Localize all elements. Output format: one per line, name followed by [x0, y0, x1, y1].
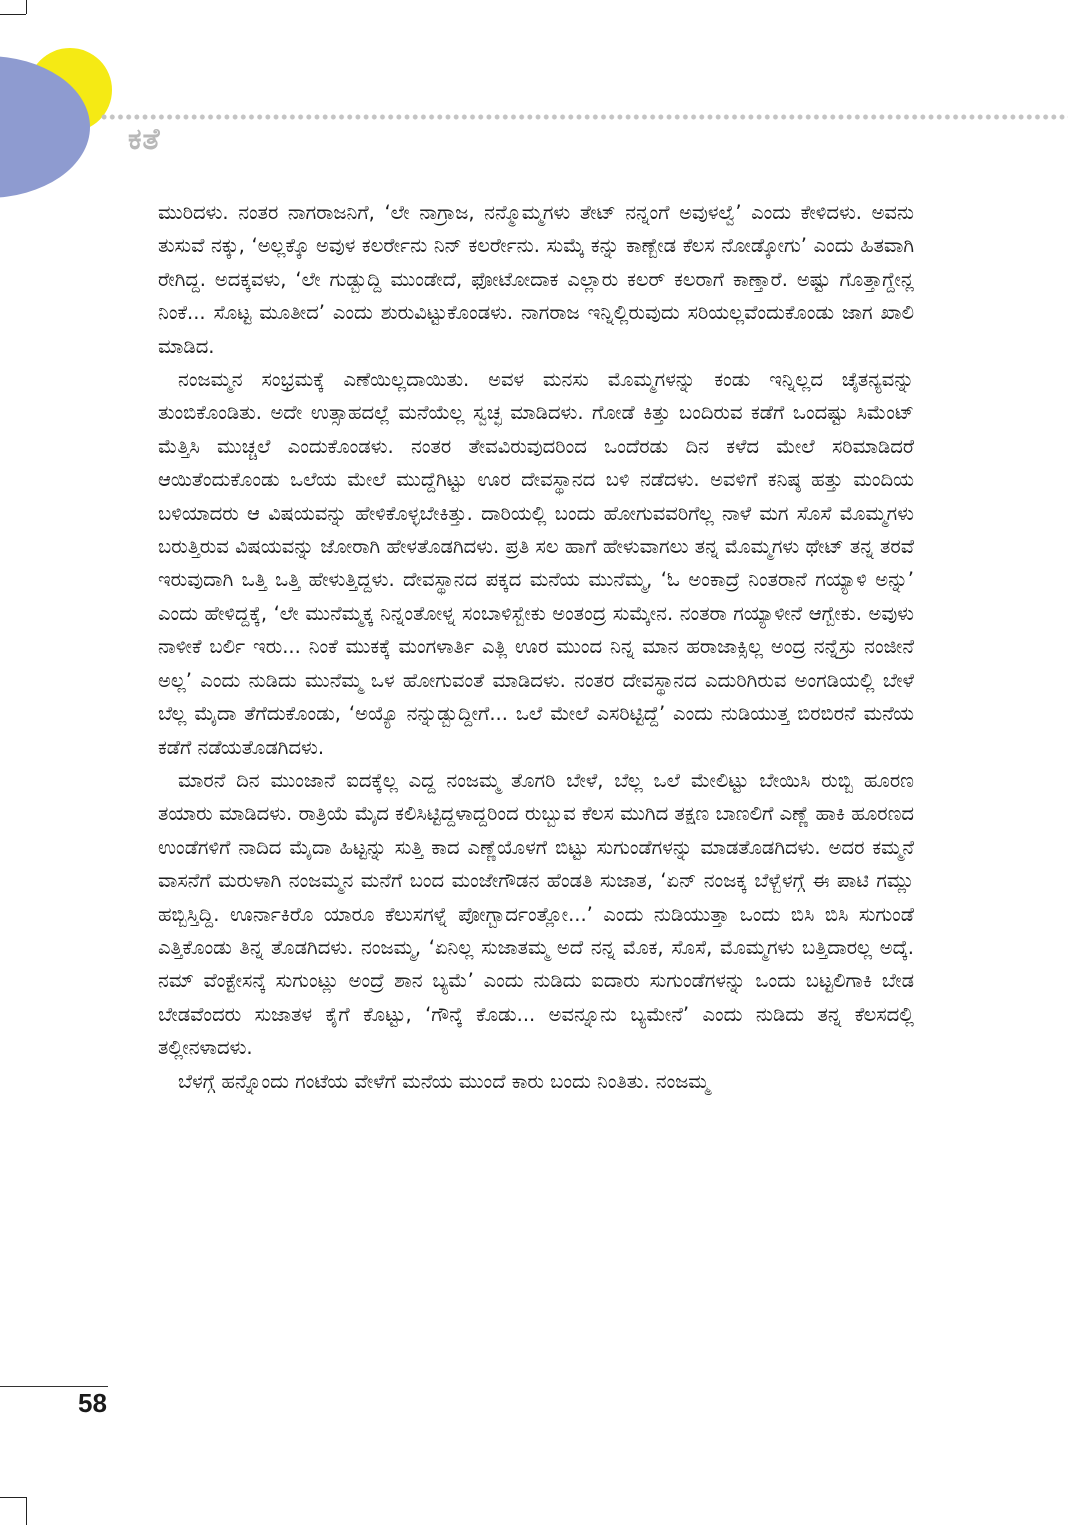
paragraph-1: ಮುರಿದಳು. ನಂತರ ನಾಗರಾಜನಿಗೆ, ‘ಲೇ ನಾಗ್ರಾಜ, ನನ್ಮೊಮ್ಮಗಳು ತೇಟ್ ನನ್ನಂಗೆ ಅವುಳಲ್ವೆ’ ಎಂದು ಕೇಳಿದಳು. ಅವನು ತುಸುವೆ ನಕ್ಕು, ‘ಅಲ್ಲಕ್ಕೊ ಅವುಳ ಕಲರ್ರೇನು ನಿನ್ ಕಲರ್ರೇನು. ಸುಮ್ಕೆ ಕನ್ನು ಕಾಣ್ಬೇಡ ಕೆಲಸ ನೋಡ್ಕೋಗು’ ಎಂದು ಹಿತವಾಗಿ ರೇಗಿದ್ದ. ಅದಕ್ಕವಳು, ‘ಲೇ ಗುಡ್ಬುದ್ದಿ ಮುಂಡೇದೆ, ಫೋಟೋದಾಕ ಎಲ್ಲಾರು ಕಲರ್ ಕಲರಾಗೆ ಕಾಣ್ತಾರೆ. ಅಷ್ಟು ಗೊತ್ತಾಗ್ದೇನ್ಲ ನಿಂಕೆ... ಸೊಟ್ಟ ಮೂತೀದ’ ಎಂದು ಶುರುವಿಟ್ಟುಕೊಂಡಳು. ನಾಗರಾಜ ಇನ್ನಿಲ್ಲಿರುವುದು ಸರಿಯಲ್ಲವೆಂದುಕೊಂಡು ಜಾಗ ಖಾಲಿ ಮಾಡಿದ.: [158, 201, 914, 358]
crop-mark-bottom-left-horizontal: [0, 1497, 26, 1498]
crop-mark-bottom-left-vertical: [26, 1497, 27, 1525]
article-body: [158, 196, 914, 1098]
dotted-header-rule: [100, 114, 1068, 120]
paragraph-4: ಬೆಳಗ್ಗೆ ಹನ್ನೊಂದು ಗಂಟೆಯ ವೇಳೆಗೆ ಮನೆಯ ಮುಂದೆ ಕಾರು ಬಂದು ನಿಂತಿತು. ನಂಜಮ್ಮ: [178, 1069, 710, 1093]
paragraph-2: ನಂಜಮ್ಮನ ಸಂಭ್ರಮಕ್ಕೆ ಎಣೆಯಿಲ್ಲದಾಯಿತು. ಅವಳ ಮನಸು ಮೊಮ್ಮಗಳನ್ನು ಕಂಡು ಇನ್ನಿಲ್ಲದ ಚೈತನ್ಯವನ್ನು ತುಂಬಿಕೊಂಡಿತು. ಅದೇ ಉತ್ಸಾಹದಲ್ಲೆ ಮನೆಯೆಲ್ಲ ಸ್ವಚ್ಛ ಮಾಡಿದಳು. ಗೋಡೆ ಕಿತ್ತು ಬಂದಿರುವ ಕಡೆಗೆ ಒಂದಷ್ಟು ಸಿಮೆಂಟ್ ಮೆತ್ತಿಸಿ ಮುಚ್ಚಲೆ ಎಂದುಕೊಂಡಳು. ನಂತರ ತೇವವಿರುವುದರಿಂದ ಒಂದೆರಡು ದಿನ ಕಳೆದ ಮೇಲೆ ಸರಿಮಾಡಿದರೆ ಆಯಿತೆಂದುಕೊಂಡು ಒಲೆಯ ಮೇಲೆ ಮುದ್ದೆಗಿಟ್ಟು ಊರ ದೇವಸ್ಥಾನದ ಬಳಿ ನಡೆದಳು. ಅವಳಿಗೆ ಕನಿಷ್ಠ ಹತ್ತು ಮಂದಿಯ ಬಳಿಯಾದರು ಆ ವಿಷಯವನ್ನು ಹೇಳಿಕೊಳ್ಳಬೇಕಿತ್ತು. ದಾರಿಯಲ್ಲಿ ಬಂದು ಹೋಗುವವರಿಗೆಲ್ಲ ನಾಳೆ ಮಗ ಸೊಸೆ ಮೊಮ್ಮಗಳು ಬರುತ್ತಿರುವ ವಿಷಯವನ್ನು ಜೋರಾಗಿ ಹೇಳತೊಡಗಿದಳು. ಪ್ರತಿ ಸಲ ಹಾಗೆ ಹೇಳುವಾಗಲು ತನ್ನ ಮೊಮ್ಮಗಳು ಥೇಟ್ ತನ್ನ ತರವೆ ಇರುವುದಾಗಿ ಒತ್ತಿ ಒತ್ತಿ ಹೇಳುತ್ತಿದ್ದಳು. ದೇವಸ್ಥಾನದ ಪಕ್ಕದ ಮನೆಯ ಮುನೆಮ್ಮ, ‘ಓ ಅಂಕಾದ್ರೆ ನಿಂತರಾನೆ ಗಯ್ಯಾಳಿ ಅನ್ನು’ ಎಂದು ಹೇಳಿದ್ದಕ್ಕೆ, ‘ಲೇ ಮುನೆಮ್ಮಕ್ಕ ನಿನ್ನಂತೋಳ್ನ ಸಂಬಾಳಿಸ್ಬೇಕು ಅಂತಂದ್ರ ಸುಮ್ಕೇನ. ನಂತರಾ ಗಯ್ಯಾಳೀನೆ ಆಗ್ಬೇಕು. ಅವುಳು ನಾಳೀಕೆ ಬರ್ಲಿ ಇರು... ನಿಂಕೆ ಮುಕಕ್ಕೆ ಮಂಗಳಾರ್ತಿ ಎತ್ಲಿ ಊರ ಮುಂದ ನಿನ್ನ ಮಾನ ಹರಾಜಾಕ್ಸಿಲ್ಲ ಅಂದ್ರ ನನ್ನೆಸ್ರು ನಂಜೀನೆ ಅಲ್ಲ’ ಎಂದು ನುಡಿದು ಮುನೆಮ್ಮ ಒಳ ಹೋಗುವಂತೆ ಮಾಡಿದಳು. ನಂತರ ದೇವಸ್ಥಾನದ ಎದುರಿಗಿರುವ ಅಂಗಡಿಯಲ್ಲಿ ಬೇಳೆ ಬೆಲ್ಲ ಮೈದಾ ತೆಗೆದುಕೊಂಡು, ‘ಅಯ್ಯೊ ನನ್ನುಡ್ಬುದ್ದೀಗೆ... ಒಲೆ ಮೇಲೆ ಎಸರಿಟ್ಟಿದ್ದೆ’ ಎಂದು ನುಡಿಯುತ್ತ ಬಿರಬಿರನೆ ಮನೆಯ ಕಡೆಗೆ ನಡೆಯತೊಡಗಿದಳು.: [158, 368, 914, 759]
crop-mark-top-left-horizontal: [0, 14, 26, 15]
section-label: ಕತೆ: [128, 122, 161, 157]
page-number: 58: [78, 1388, 107, 1418]
paragraph-3: ಮಾರನೆ ದಿನ ಮುಂಜಾನೆ ಐದಕ್ಕೆಲ್ಲ ಎದ್ದ ನಂಜಮ್ಮ ತೊಗರಿ ಬೇಳೆ, ಬೆಲ್ಲ ಒಲೆ ಮೇಲಿಟ್ಟು ಬೇಯಿಸಿ ರುಬ್ಬಿ ಹೂರಣ ತಯಾರು ಮಾಡಿದಳು. ರಾತ್ರಿಯೆ ಮೈದ ಕಲಿಸಿಟ್ಟಿದ್ದಳಾದ್ದರಿಂದ ರುಬ್ಬುವ ಕೆಲಸ ಮುಗಿದ ತಕ್ಷಣ ಬಾಣಲಿಗೆ ಎಣ್ಣೆ ಹಾಕಿ ಹೂರಣದ ಉಂಡೆಗಳಿಗೆ ನಾದಿದ ಮೈದಾ ಹಿಟ್ಟನ್ನು ಸುತ್ತಿ ಕಾದ ಎಣ್ಣೆಯೊಳಗೆ ಬಿಟ್ಟು ಸುಗುಂಡೆಗಳನ್ನು ಮಾಡತೊಡಗಿದಳು. ಅದರ ಕಮ್ಮನೆ ವಾಸನೆಗೆ ಮರುಳಾಗಿ ನಂಜಮ್ಮನ ಮನೆಗೆ ಬಂದ ಮಂಜೇಗೌಡನ ಹೆಂಡತಿ ಸುಜಾತ, ‘ಏನ್ ನಂಜಕ್ಕ ಬೆಳ್ಬೆಳಗ್ಗೆ ಈ ಪಾಟಿ ಗಮ್ಲು ಹಬ್ಬಿಸ್ತಿದ್ದಿ. ಊರ್ನಾಕಿರೊ ಯಾರೂ ಕೆಲುಸಗಳ್ನೆ ಪೋಗ್ಬಾರ್ದಂತ್ಲೋ...’ ಎಂದು ನುಡಿಯುತ್ತಾ ಒಂದು ಬಿಸಿ ಬಿಸಿ ಸುಗುಂಡೆ ಎತ್ತಿಕೊಂಡು ತಿನ್ನ ತೊಡಗಿದಳು. ನಂಜಮ್ಮ, ‘ಏನಿಲ್ಲ ಸುಜಾತಮ್ಮ ಅದೆ ನನ್ನ ಮೊಕ, ಸೊಸೆ, ಮೊಮ್ಮಗಳು ಬತ್ತಿದಾರಲ್ಲ ಅದ್ಕೆ. ನಮ್ ವೆಂಕ್ಟೇಸನ್ಕೆ ಸುಗುಂಟ್ಲು ಅಂದ್ರೆ ಶಾನ ಬ್ಯಮೆ’ ಎಂದು ನುಡಿದು ಐದಾರು ಸುಗುಂಡೆಗಳನ್ನು ಒಂದು ಬಟ್ಟಲಿಗಾಕಿ ಬೇಡ ಬೇಡವೆಂದರು ಸುಜಾತಳ ಕೈಗೆ ಕೊಟ್ಟು, ‘ಗೌನ್ಕೆ ಕೊಡು... ಅವನ್ನೂನು ಬ್ಯಮೇನೆ’ ಎಂದು ನುಡಿದು ತನ್ನ ಕೆಲಸದಲ್ಲಿ ತಲ್ಲೀನಳಾದಳು.: [158, 768, 914, 1060]
footer-rule: [0, 1386, 108, 1387]
crop-mark-top-left-vertical: [26, 0, 27, 14]
